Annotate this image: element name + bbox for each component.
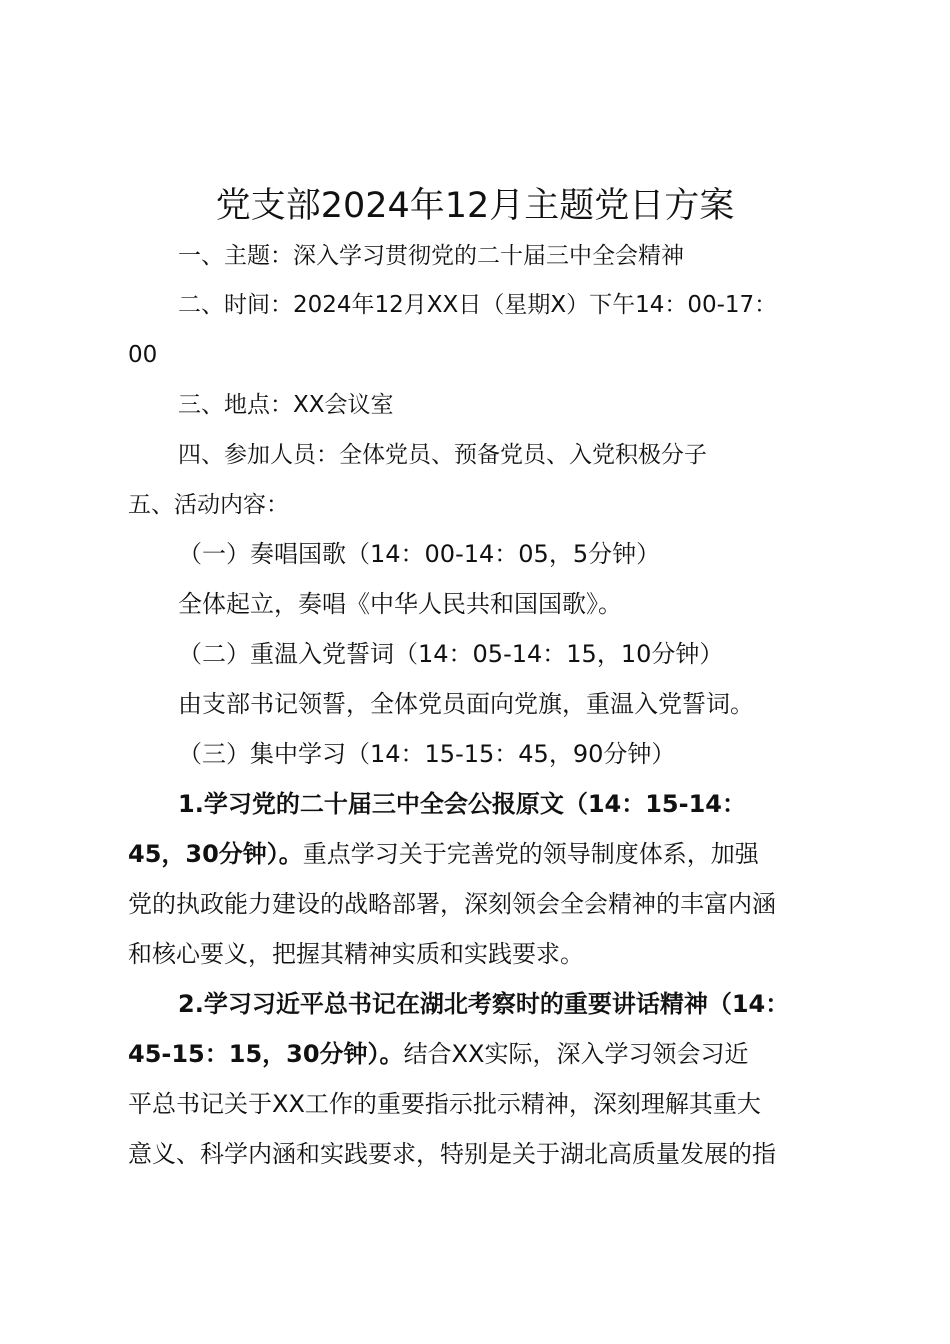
item-1-title: 1.学习党的二十届三中全会公报原文（14：15-14：: [178, 790, 746, 818]
item-1-line-2: [128, 836, 759, 872]
theme-line: 一、主题：深入学习贯彻党的二十届三中全会精神: [178, 243, 684, 269]
time-line-continued: 00: [128, 342, 158, 368]
item-2-text: 结合XX实际，深入学习领会习近: [403, 1040, 749, 1068]
item-2-title-end: 45-15：15，30分钟）。: [128, 1040, 404, 1068]
section-1-body: 全体起立，奏唱《中华人民共和国国歌》。: [178, 590, 622, 618]
time-line: 二、时间：2024年12月XX日（星期X）下午14：00-17：: [178, 292, 778, 318]
item-2-line-3: 平总书记关于XX工作的重要指示批示精神，深刻理解其重大: [128, 1090, 761, 1118]
document-title: 党支部2024年12月主题党日方案: [215, 186, 735, 226]
item-1-line-3: 党的执政能力建设的战略部署，深刻领会全会精神的丰富内涵: [128, 890, 776, 918]
place-line: 三、地点：XX会议室: [178, 392, 394, 418]
item-1-text: 重点学习关于完善党的领导制度体系，加强: [302, 840, 759, 868]
content-heading: 五、活动内容：: [128, 492, 289, 518]
participants-line: 四、参加人员：全体党员、预备党员、入党积极分子: [178, 442, 707, 468]
section-3-heading: （三）集中学习（14：15-15：45，90分钟）: [178, 740, 676, 768]
item-1-line-4: 和核心要义，把握其精神实质和实践要求。: [128, 940, 584, 968]
item-1-title-end: 45，30分钟）。: [128, 840, 303, 868]
section-2-body: 由支部书记领誓，全体党员面向党旗，重温入党誓词。: [178, 690, 754, 718]
section-1-heading: （一）奏唱国歌（14：00-14：05，5分钟）: [178, 540, 661, 568]
section-2-heading: （二）重温入党誓词（14：05-14：15，10分钟）: [178, 640, 724, 668]
item-2-line-4: 意义、科学内涵和实践要求，特别是关于湖北高质量发展的指: [128, 1140, 776, 1168]
item-2-title: 2.学习习近平总书记在湖北考察时的重要讲话精神（14：: [178, 990, 790, 1018]
item-2-line-2: [128, 1036, 748, 1072]
